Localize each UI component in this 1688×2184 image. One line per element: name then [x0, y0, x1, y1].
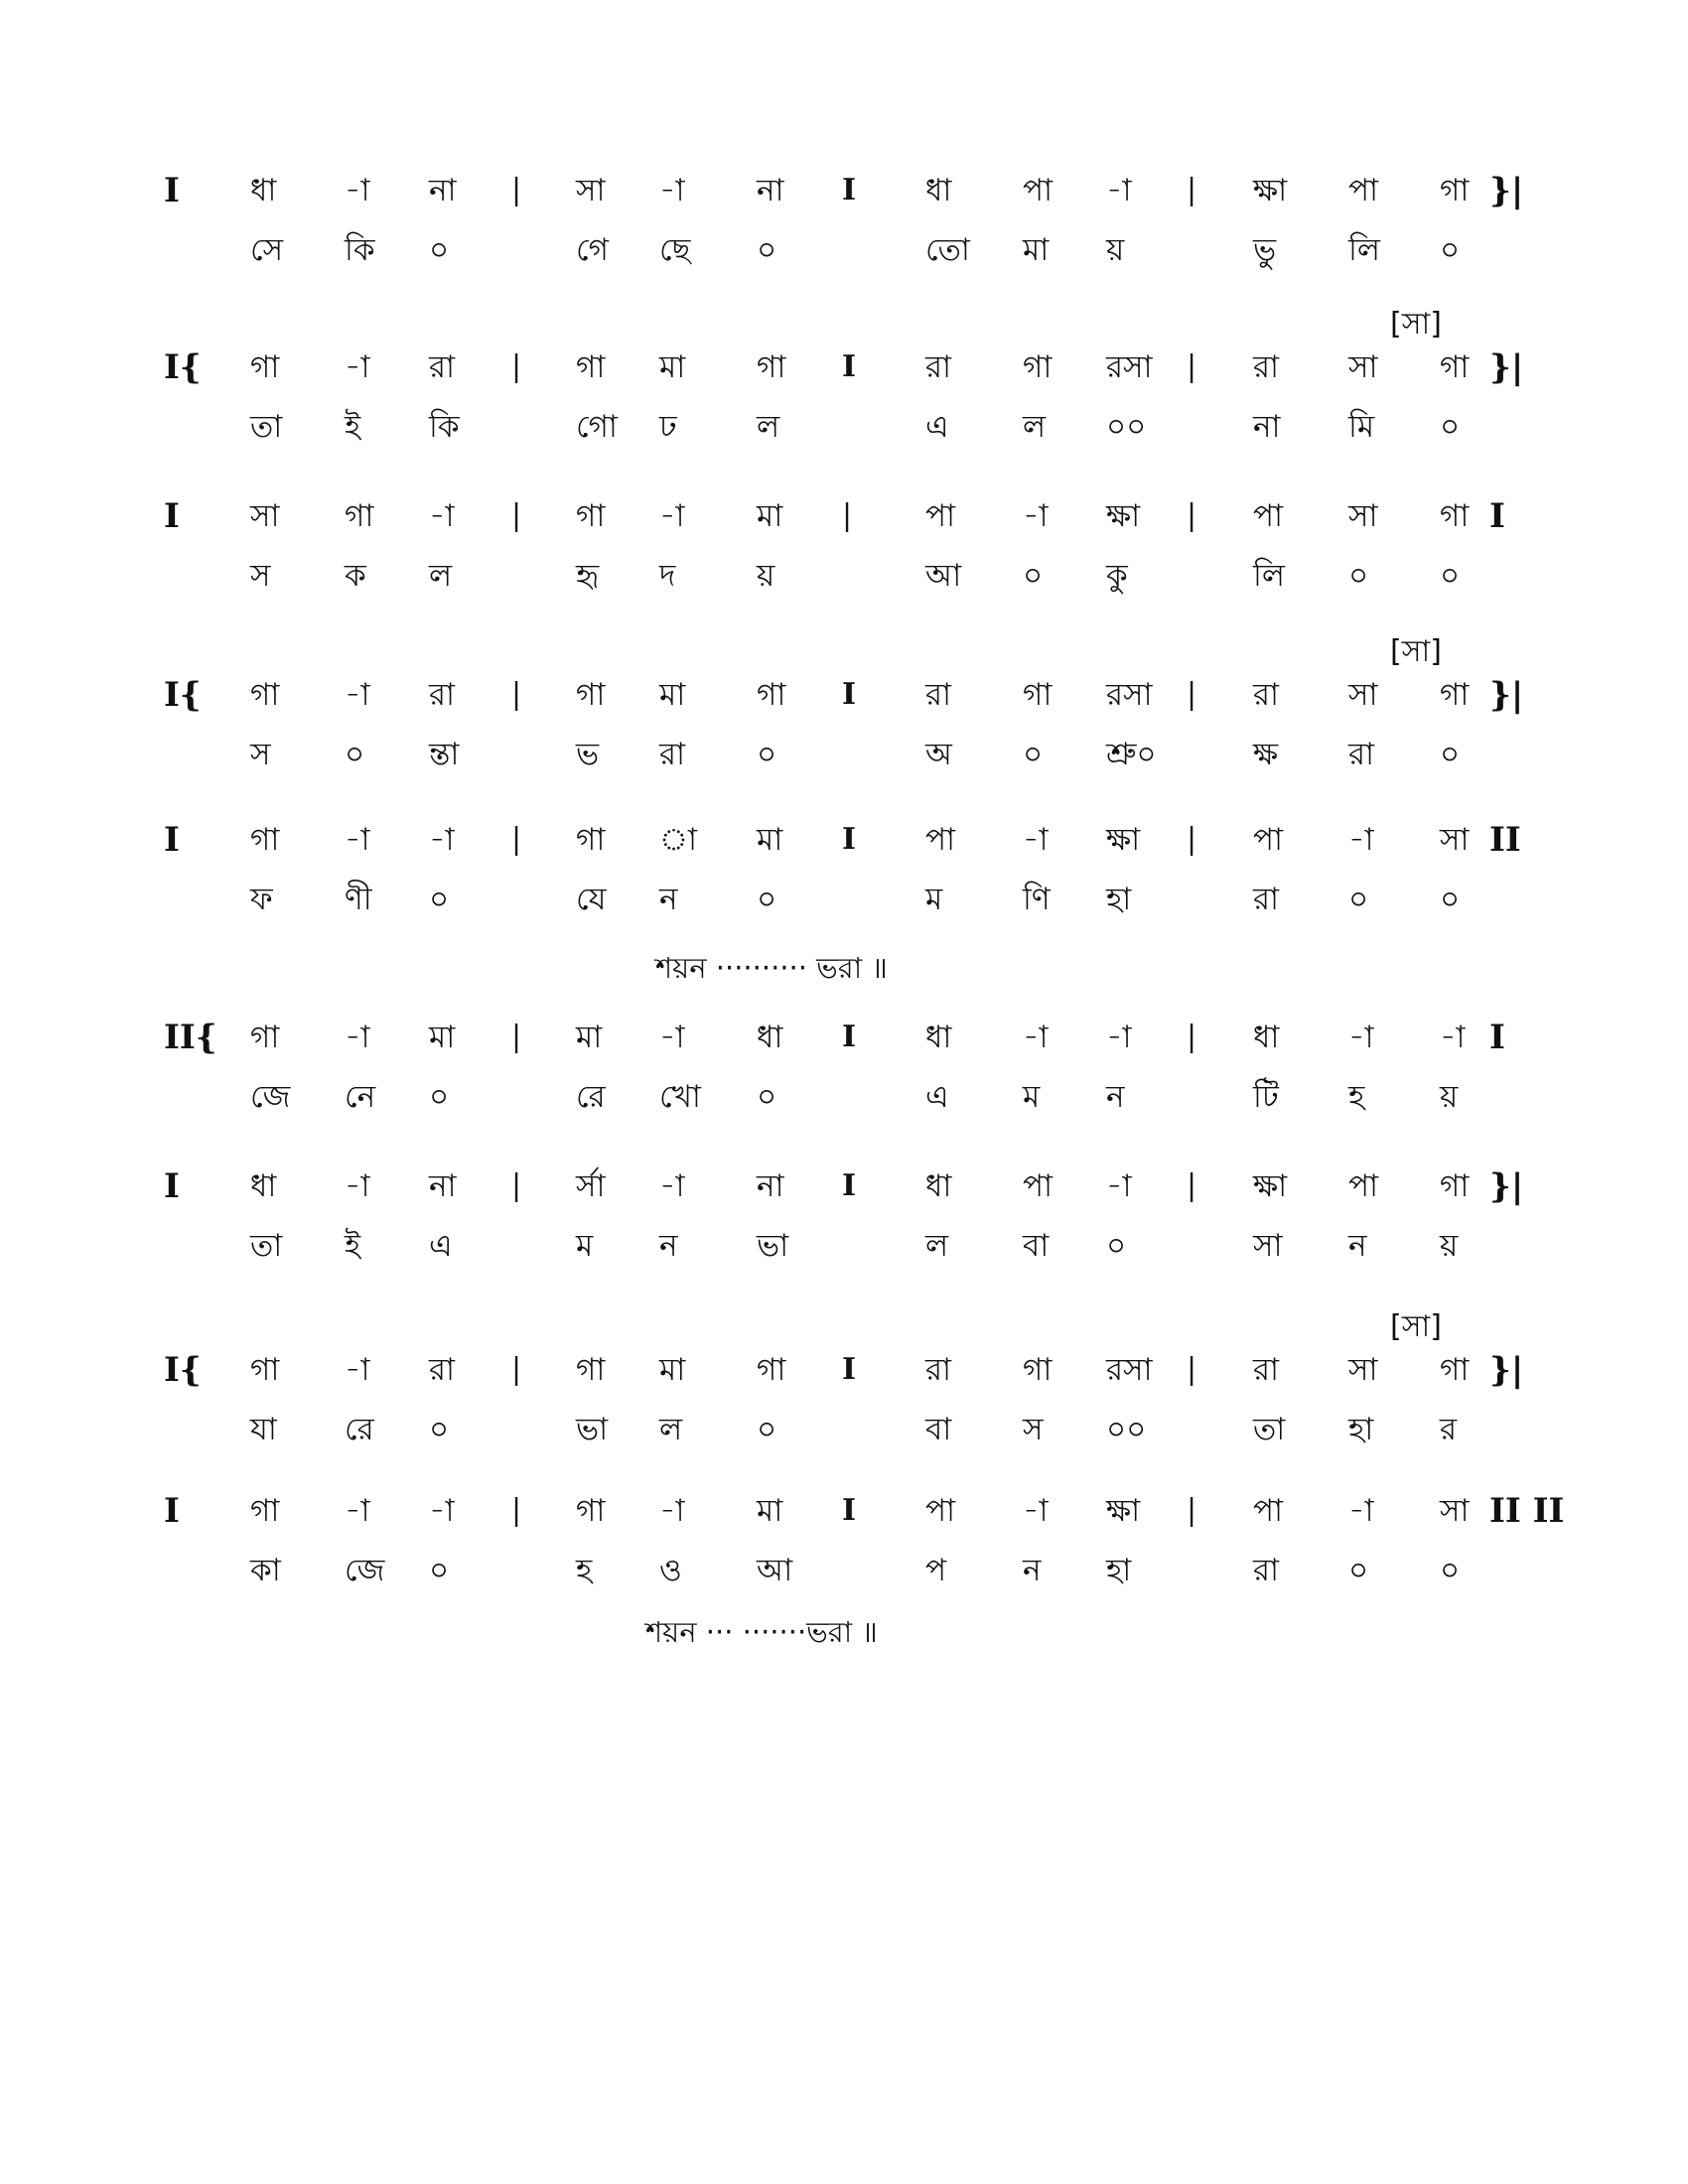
note: গা	[757, 1352, 786, 1388]
note: সা	[1440, 822, 1470, 858]
lyric-syllable: অ	[925, 737, 952, 772]
lyric-syllable: স	[1023, 1412, 1044, 1447]
lyric-syllable: এ	[925, 1079, 949, 1115]
note: পা	[925, 1493, 956, 1529]
lyric-syllable: ম	[576, 1228, 594, 1264]
note: -া	[1023, 1493, 1049, 1529]
note: ধা	[925, 1168, 952, 1204]
bar-line: |	[511, 1493, 522, 1528]
note: গা	[576, 677, 606, 713]
bar-line: I	[842, 173, 857, 207]
lyric-syllable: ০	[1440, 737, 1461, 772]
lyric-syllable: য়	[757, 558, 775, 594]
note: গা	[250, 1352, 280, 1388]
note: -া	[1106, 1168, 1132, 1204]
note: ধা	[757, 1020, 783, 1055]
note: ধা	[925, 1020, 952, 1055]
lyric-syllable: ০	[1348, 1553, 1369, 1588]
note: ক্ষা	[1106, 1493, 1141, 1529]
section-start-mark: I	[164, 171, 180, 210]
section-start-mark: I	[164, 1491, 180, 1531]
lyric-syllable: ন	[659, 1228, 678, 1264]
lyric-syllable: হা	[1106, 1553, 1132, 1588]
note: মা	[757, 1493, 783, 1529]
lyric-syllable: আ	[757, 1553, 793, 1588]
note: রা	[429, 677, 456, 713]
note: -া	[345, 1020, 370, 1055]
lyric-syllable: তা	[1253, 1412, 1286, 1447]
note: রা	[1253, 1352, 1280, 1388]
bar-line: I	[842, 677, 857, 712]
lyric-syllable: ০	[1440, 1553, 1461, 1588]
note: রসা	[1106, 349, 1153, 385]
refrain-cue: শয়ন ··· ·······ভরা ॥	[645, 1615, 878, 1649]
lyric-syllable: হা	[1348, 1412, 1374, 1447]
note: গা	[250, 822, 280, 858]
bar-line: |	[1187, 1020, 1197, 1054]
note: -া	[429, 822, 455, 858]
note: ধা	[250, 1168, 277, 1204]
lyric-syllable: মি	[1348, 409, 1375, 445]
note: -া	[659, 173, 685, 208]
note: ধা	[250, 173, 277, 208]
note: গা	[250, 1493, 280, 1529]
lyric-syllable: গে	[576, 232, 609, 268]
note: গা	[1440, 498, 1470, 534]
note: -া	[345, 1352, 370, 1388]
lyric-syllable: নে	[345, 1079, 376, 1115]
bar-line: |	[511, 1020, 522, 1054]
note: রা	[429, 1352, 456, 1388]
note: রসা	[1106, 677, 1153, 713]
note: রা	[925, 677, 952, 713]
note: -া	[429, 1493, 455, 1529]
bar-line: |	[1187, 822, 1197, 857]
alternate-note: [সা]	[1390, 307, 1442, 341]
lyric-syllable: সা	[1253, 1228, 1283, 1264]
lyric-syllable: র	[1440, 1412, 1458, 1447]
lyric-syllable: ০	[429, 1412, 450, 1447]
lyric-syllable: ০	[429, 882, 450, 917]
bar-line: |	[1187, 1493, 1197, 1528]
lyric-syllable: ক	[345, 558, 366, 594]
section-end-mark: }|	[1489, 347, 1524, 387]
lyric-syllable: ই	[345, 409, 361, 445]
lyric-syllable: ০	[429, 1079, 450, 1115]
note: মা	[757, 498, 783, 534]
lyric-syllable: রা	[1253, 1553, 1280, 1588]
note: গা	[1440, 173, 1470, 208]
lyric-syllable: রে	[345, 1412, 374, 1447]
note: ক্ষা	[1253, 173, 1288, 208]
note: রা	[925, 349, 952, 385]
note: গা	[250, 677, 280, 713]
lyric-syllable: ভা	[757, 1228, 789, 1264]
note: -া	[659, 1168, 685, 1204]
lyric-syllable: ০০	[1106, 1412, 1147, 1447]
note: -া	[345, 677, 370, 713]
lyric-syllable: ০	[757, 882, 777, 917]
bar-line: I	[842, 349, 857, 384]
lyric-syllable: বা	[925, 1412, 952, 1447]
note: সা	[576, 173, 606, 208]
bar-line: |	[511, 349, 522, 384]
section-start-mark: I	[164, 496, 180, 536]
lyric-syllable: হা	[1106, 882, 1132, 917]
note: রা	[429, 349, 456, 385]
lyric-syllable: ০	[1440, 409, 1461, 445]
note: পা	[1348, 173, 1379, 208]
note: মা	[429, 1020, 456, 1055]
section-end-mark: }|	[1489, 1350, 1524, 1390]
lyric-syllable: লি	[1348, 232, 1380, 268]
note: সা	[1348, 349, 1378, 385]
lyric-syllable: যা	[250, 1412, 277, 1447]
note: গা	[1440, 677, 1470, 713]
note: মা	[659, 677, 686, 713]
refrain-cue: শয়ন ·········· ভরা ॥	[655, 951, 888, 985]
note: -া	[345, 822, 370, 858]
note: পা	[1253, 822, 1284, 858]
note: পা	[1348, 1168, 1379, 1204]
lyric-syllable: ণী	[345, 882, 372, 917]
lyric-syllable: ল	[925, 1228, 949, 1264]
lyric-syllable: ণি	[1023, 882, 1051, 917]
section-start-mark: I	[164, 820, 180, 860]
lyric-syllable: ০	[757, 232, 777, 268]
lyric-syllable: প	[925, 1553, 947, 1588]
note: -া	[1348, 822, 1374, 858]
section-start-mark: I{	[164, 1350, 202, 1390]
lyric-syllable: রা	[1253, 882, 1280, 917]
lyric-syllable: যে	[576, 882, 607, 917]
lyric-syllable: হ	[576, 1553, 593, 1588]
note: সা	[1348, 498, 1378, 534]
bar-line: I	[842, 1493, 857, 1528]
lyric-syllable: জে	[345, 1553, 385, 1588]
bar-line: |	[1187, 1352, 1197, 1387]
lyric-syllable: তা	[250, 409, 283, 445]
note: গা	[1023, 349, 1053, 385]
lyric-syllable: ০	[429, 1553, 450, 1588]
bar-line: |	[511, 498, 522, 533]
note: -া	[659, 498, 685, 534]
bar-line: I	[842, 1352, 857, 1387]
note: রা	[1253, 677, 1280, 713]
bar-line: I	[842, 1168, 857, 1203]
section-end-mark: I	[1489, 496, 1505, 536]
lyric-syllable: ক্ষ	[1253, 737, 1279, 772]
note: -া	[345, 173, 370, 208]
lyric-syllable: য়	[1440, 1079, 1459, 1115]
section-start-mark: II{	[164, 1018, 217, 1057]
alternate-note: [সা]	[1390, 1309, 1442, 1344]
lyric-syllable: শ্রু০	[1106, 737, 1157, 772]
lyric-syllable: ছে	[659, 232, 691, 268]
bar-line: I	[842, 822, 857, 857]
lyric-syllable: ম	[925, 882, 943, 917]
section-start-mark: I{	[164, 347, 202, 387]
note: গা	[1023, 1352, 1053, 1388]
lyric-syllable: ০	[1348, 882, 1369, 917]
note: গা	[1440, 1352, 1470, 1388]
lyric-syllable: ০	[429, 232, 450, 268]
lyric-syllable: গো	[576, 409, 618, 445]
bar-line: |	[842, 498, 853, 533]
lyric-syllable: ০	[1440, 882, 1461, 917]
note: ধা	[1253, 1020, 1280, 1055]
lyric-syllable: ০	[1106, 1228, 1127, 1264]
lyric-syllable: রা	[1348, 737, 1375, 772]
lyric-syllable: রা	[659, 737, 686, 772]
lyric-syllable: ভা	[576, 1412, 609, 1447]
section-start-mark: I{	[164, 675, 202, 715]
lyric-syllable: ০	[1023, 737, 1044, 772]
lyric-syllable: ন	[1348, 1228, 1367, 1264]
note: রা	[1253, 349, 1280, 385]
note: মা	[659, 1352, 686, 1388]
lyric-syllable: য়	[1440, 1228, 1459, 1264]
note: গা	[345, 498, 374, 534]
section-end-mark: II	[1489, 820, 1521, 860]
note: পা	[1023, 1168, 1054, 1204]
lyric-syllable: ল	[1023, 409, 1047, 445]
lyric-syllable: তো	[925, 232, 970, 268]
note: -া	[345, 349, 370, 385]
note: গা	[576, 822, 606, 858]
note: পা	[1023, 173, 1054, 208]
section-end-mark: I	[1489, 1018, 1505, 1057]
lyric-syllable: খো	[659, 1079, 701, 1115]
lyric-syllable: মা	[1023, 232, 1050, 268]
note: গা	[250, 1020, 280, 1055]
lyric-syllable: ০	[1440, 232, 1461, 268]
section-end-mark: }|	[1489, 171, 1524, 210]
note: পা	[1253, 1493, 1284, 1529]
note: -া	[1348, 1020, 1374, 1055]
note: -া	[1023, 1020, 1049, 1055]
alternate-note: [সা]	[1390, 634, 1442, 669]
lyric-syllable: আ	[925, 558, 962, 594]
lyric-syllable: ফ	[250, 882, 273, 917]
lyric-syllable: ই	[345, 1228, 361, 1264]
note: ক্ষা	[1106, 498, 1141, 534]
note: গা	[576, 498, 606, 534]
note: -া	[345, 1493, 370, 1529]
lyric-syllable: সে	[250, 232, 284, 268]
lyric-syllable: ও	[659, 1553, 682, 1588]
lyric-syllable: বা	[1023, 1228, 1050, 1264]
lyric-syllable: ০	[1348, 558, 1369, 594]
bar-line: |	[1187, 173, 1197, 207]
note: গা	[757, 677, 786, 713]
lyric-syllable: রে	[576, 1079, 606, 1115]
lyric-syllable: তা	[250, 1228, 283, 1264]
lyric-syllable: না	[1253, 409, 1281, 445]
note: -া	[1106, 1020, 1132, 1055]
note: -া	[1023, 822, 1049, 858]
note: সা	[1348, 677, 1378, 713]
section-start-mark: I	[164, 1166, 180, 1206]
note: সা	[1348, 1352, 1378, 1388]
bar-line: |	[511, 822, 522, 857]
bar-line: |	[511, 173, 522, 207]
lyric-syllable: ন	[659, 882, 678, 917]
note: া	[659, 822, 698, 858]
note: -া	[659, 1493, 685, 1529]
lyric-syllable: ন	[1023, 1553, 1042, 1588]
note: না	[757, 173, 784, 208]
lyric-syllable: ০	[1440, 558, 1461, 594]
lyric-syllable: ০	[757, 1079, 777, 1115]
lyric-syllable: ল	[659, 1412, 683, 1447]
lyric-syllable: ঢ	[659, 409, 677, 445]
section-end-mark: }|	[1489, 675, 1524, 715]
note: -া	[659, 1020, 685, 1055]
note: সা	[1440, 1493, 1470, 1529]
lyric-syllable: ন	[1106, 1079, 1125, 1115]
note: রসা	[1106, 1352, 1153, 1388]
lyric-syllable: স	[250, 558, 271, 594]
bar-line: |	[511, 677, 522, 712]
lyric-syllable: কা	[250, 1553, 281, 1588]
lyric-syllable: হ	[1348, 1079, 1365, 1115]
note: -া	[1023, 498, 1049, 534]
bar-line: I	[842, 1020, 857, 1054]
bar-line: |	[1187, 1168, 1197, 1203]
note: ক্ষা	[1106, 822, 1141, 858]
lyric-syllable: ০০	[1106, 409, 1147, 445]
bar-line: |	[1187, 498, 1197, 533]
lyric-syllable: টি	[1253, 1079, 1279, 1115]
lyric-syllable: কি	[345, 232, 375, 268]
note: -া	[429, 498, 455, 534]
note: সা	[250, 498, 280, 534]
section-end-mark: II II	[1489, 1491, 1565, 1531]
bar-line: |	[511, 1168, 522, 1203]
note: ধা	[925, 173, 952, 208]
section-end-mark: }|	[1489, 1166, 1524, 1206]
lyric-syllable: লি	[1253, 558, 1285, 594]
lyric-syllable: হৃ	[576, 558, 600, 594]
note: গা	[1440, 1168, 1470, 1204]
note: মা	[757, 822, 783, 858]
note: পা	[1253, 498, 1284, 534]
bar-line: |	[1187, 677, 1197, 712]
note: না	[429, 173, 457, 208]
lyric-syllable: ম	[1023, 1079, 1041, 1115]
note: -া	[1348, 1493, 1374, 1529]
bar-line: |	[1187, 349, 1197, 384]
note: না	[429, 1168, 457, 1204]
note: -া	[1106, 173, 1132, 208]
note: -া	[1440, 1020, 1466, 1055]
lyric-syllable: ০	[757, 1412, 777, 1447]
note: র্সা	[576, 1168, 606, 1204]
lyric-syllable: ল	[757, 409, 780, 445]
lyric-syllable: কি	[429, 409, 460, 445]
lyric-syllable: দ	[659, 558, 676, 594]
note: গা	[576, 349, 606, 385]
note: মা	[576, 1020, 603, 1055]
note: মা	[659, 349, 686, 385]
lyric-syllable: ল	[429, 558, 453, 594]
note: -া	[345, 1168, 370, 1204]
lyric-syllable: ভ	[576, 737, 600, 772]
lyric-syllable: কু	[1106, 558, 1128, 594]
lyric-syllable: ০	[757, 737, 777, 772]
note: গা	[576, 1493, 606, 1529]
note: না	[757, 1168, 784, 1204]
note: ক্ষা	[1253, 1168, 1288, 1204]
lyric-syllable: জে	[250, 1079, 291, 1115]
note: গা	[1023, 677, 1053, 713]
note: গা	[576, 1352, 606, 1388]
note: পা	[925, 822, 956, 858]
note: গা	[757, 349, 786, 385]
lyric-syllable: ভু	[1253, 232, 1277, 268]
lyric-syllable: ন্তা	[429, 737, 460, 772]
lyric-syllable: ০	[1023, 558, 1044, 594]
bar-line: |	[511, 1352, 522, 1387]
lyric-syllable: স	[250, 737, 271, 772]
note: গা	[1440, 349, 1470, 385]
lyric-syllable: এ	[429, 1228, 453, 1264]
note: গা	[250, 349, 280, 385]
note: রা	[925, 1352, 952, 1388]
lyric-syllable: এ	[925, 409, 949, 445]
note: পা	[925, 498, 956, 534]
lyric-syllable: য়	[1106, 232, 1125, 268]
lyric-syllable: ০	[345, 737, 365, 772]
